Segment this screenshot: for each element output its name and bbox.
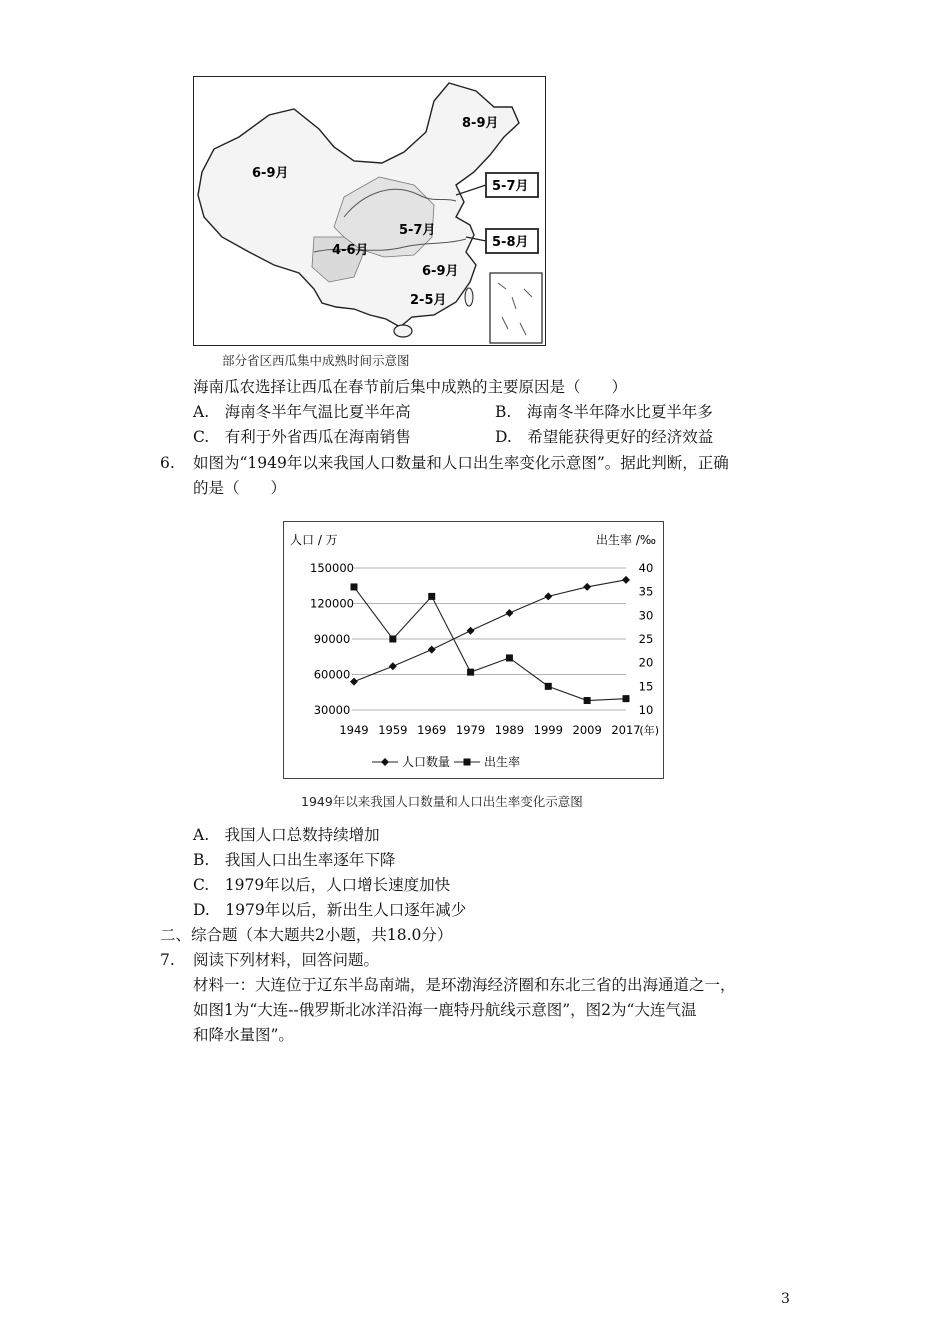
chart-point-birthrate: [428, 593, 435, 600]
chart-ytick-left: 60000: [313, 667, 351, 682]
chart-ytick-left: 90000: [313, 632, 351, 646]
chart-xtick: 1989: [494, 723, 525, 737]
chart-legend-label: 人口数量: [402, 755, 451, 769]
watermelon-map: [193, 76, 546, 346]
hainan-island: [394, 325, 412, 337]
chart-xtick: 1949: [339, 723, 369, 737]
chart-xtick: 1999: [533, 723, 563, 737]
chart-point-birthrate: [351, 583, 358, 590]
chart-ytick-right: 40: [638, 561, 654, 575]
population-chart: [283, 521, 664, 779]
chart-point-birthrate: [389, 636, 396, 643]
chart-ytick-right: 15: [638, 679, 654, 694]
arrow-upper: [456, 185, 486, 195]
map-label-box-lower: 5-8月: [492, 235, 529, 250]
map-label-southeast: 6-9月: [422, 264, 459, 279]
chart-xtick: 1969: [417, 723, 447, 737]
chart-point-birthrate: [506, 654, 513, 661]
chart-point-birthrate: [545, 683, 552, 690]
q6-stem-line1: 如图为“1949年以来我国人口数量和人口出生率变化示意图”。据此判断，正确: [193, 454, 729, 472]
chart-series-line-2: [354, 587, 626, 701]
chart-point-population: [583, 583, 591, 591]
chart-point-population: [428, 646, 436, 654]
chart-point-birthrate: [584, 697, 591, 704]
chart-xlabel: (年): [639, 724, 659, 737]
map-caption: 部分省区西瓜集中成熟时间示意图: [222, 353, 410, 368]
chart-xtick: 1979: [455, 723, 486, 737]
chart-point-population: [622, 576, 630, 584]
chart-legend-marker-birthrate: [464, 759, 471, 766]
chart-point-birthrate: [623, 695, 630, 702]
chart-xtick: 2017: [611, 723, 641, 737]
q7-number: 7.: [160, 951, 175, 969]
map-label-southwest: 4-6月: [332, 243, 369, 258]
chart-point-birthrate: [467, 669, 474, 676]
chart-ylabel-right: 出生率 /‰: [596, 533, 656, 547]
china-map-drawing: [194, 77, 545, 345]
map-label-northeast: 8-9月: [462, 116, 499, 131]
chart-ytick-right: 10: [638, 703, 654, 717]
q5-option-d: D. 希望能获得更好的经济效益: [495, 428, 714, 446]
q6-stem-line2: 的是（ ）: [193, 479, 287, 497]
q7-material-line3: 和降水量图”。: [193, 1026, 294, 1044]
q5-option-a: A. 海南冬半年气温比夏半年高: [193, 403, 411, 421]
q6-option-a: A. 我国人口总数持续增加: [193, 826, 380, 844]
q6-option-c: C. 1979年以后，人口增长速度加快: [193, 876, 451, 894]
chart-point-population: [467, 627, 475, 635]
chart-point-population: [350, 678, 358, 686]
chart-caption: 1949年以来我国人口数量和人口出生率变化示意图: [301, 794, 583, 809]
q5-option-b: B. 海南冬半年降水比夏半年多: [495, 403, 713, 421]
chart-ytick-left: 150000: [310, 561, 354, 575]
map-label-west: 6-9月: [252, 166, 289, 181]
q5-option-c: C. 有利于外省西瓜在海南销售: [193, 428, 411, 446]
q6-option-b: B. 我国人口出生率逐年下降: [193, 851, 396, 869]
chart-ylabel-left: 人口 / 万: [290, 533, 338, 547]
chart-point-population: [505, 609, 513, 617]
chart-legend-marker-population: [381, 758, 389, 766]
chart-legend-label: 出生率: [484, 755, 521, 769]
chart-point-population: [389, 662, 397, 670]
section2-heading: 二、综合题（本大题共2小题，共18.0分）: [160, 926, 453, 944]
chart-ytick-right: 30: [638, 608, 654, 623]
q5-stem: 海南瓜农选择让西瓜在春节前后集中成熟的主要原因是（ ）: [193, 378, 628, 396]
chart-ytick-right: 35: [638, 584, 654, 599]
q6-number: 6.: [160, 454, 175, 472]
map-label-south: 2-5月: [410, 293, 447, 308]
chart-ytick-left: 120000: [310, 596, 354, 611]
page-number: 3: [781, 1291, 790, 1307]
chart-point-population: [544, 592, 552, 600]
chart-ytick-left: 30000: [313, 703, 351, 717]
chart-xtick: 2009: [572, 723, 602, 737]
taiwan-island: [465, 288, 473, 306]
q7-material-line1: 材料一：大连位于辽东半岛南端，是环渤海经济圈和东北三省的出海通道之一，: [193, 976, 736, 994]
map-label-center: 5-7月: [399, 223, 436, 238]
q7-material-line2: 如图1为“大连--俄罗斯北冰洋沿海一鹿特丹航线示意图”，图2为“大连气温: [193, 1001, 697, 1019]
chart-ytick-right: 20: [638, 655, 654, 670]
chart-ytick-right: 25: [638, 632, 654, 646]
q7-intro: 阅读下列材料，回答问题。: [193, 951, 380, 969]
map-label-box-upper: 5-7月: [492, 179, 529, 194]
q6-option-d: D. 1979年以后，新出生人口逐年减少: [193, 901, 467, 919]
population-chart-svg: [284, 522, 663, 778]
chart-xtick: 1959: [378, 723, 408, 737]
